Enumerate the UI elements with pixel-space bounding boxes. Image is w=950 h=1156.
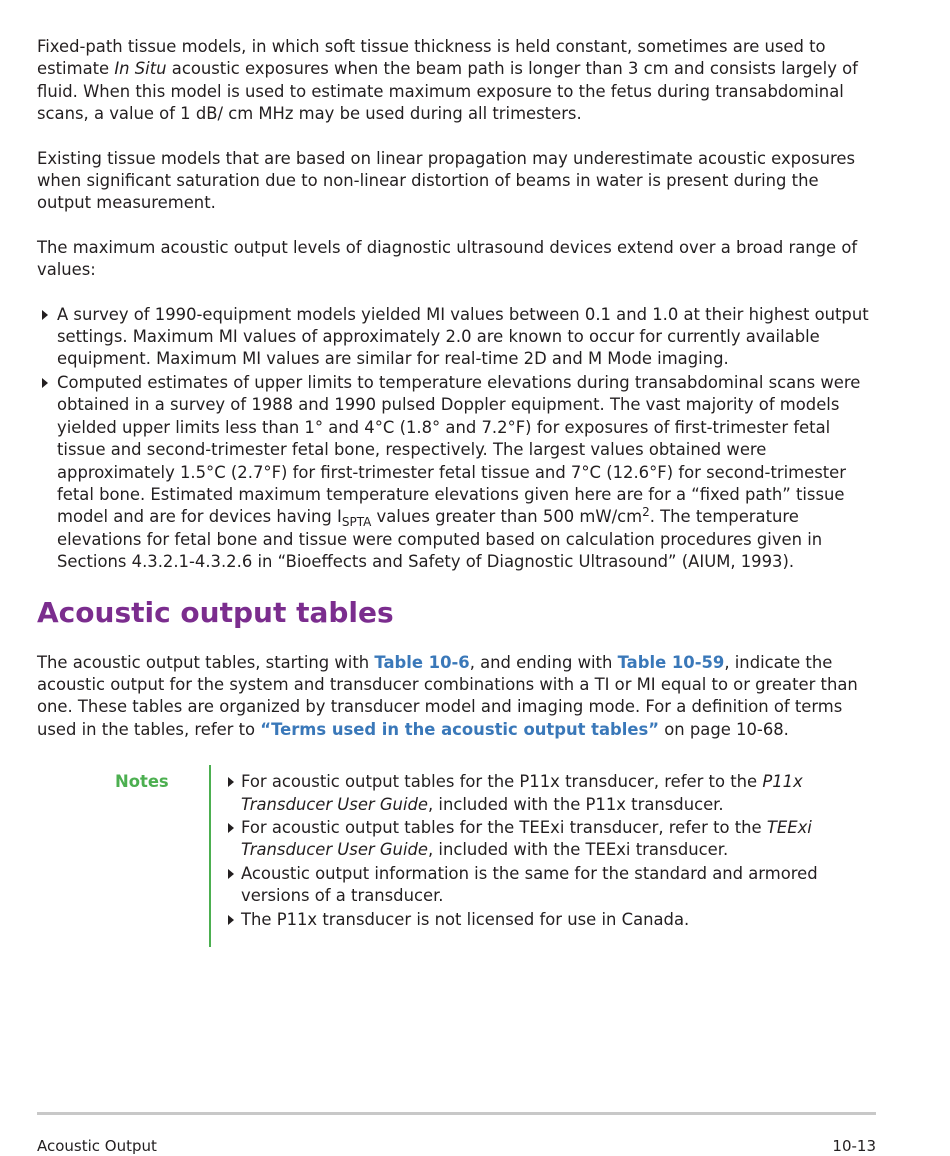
notes-box (37, 765, 877, 947)
bullet-triangle-icon (228, 869, 234, 879)
note-emphasis: TEExi Transducer User Guide (241, 817, 812, 860)
bullet-text: Computed estimates of upper limits to temperature elevations during transabdominal scans were obtained in a survey of 1988 and 1990 pulsed Doppler equipment. The vast majority of models yielded upper limits less than 1° and 4°C (1.8° and 7.2°F) for exposures of first-trimester fetal tissue and second-trimester fetal bone, respectively. The largest values obtained were approximately 1.5°C (2.7°F) for first-trimester fetal tissue and 7°C (12.6°F) for second-trimester fetal bone. Estimated maximum temperature elevations given here are for a “fixed path” tissue model and are for devices having I (57, 372, 861, 527)
bullet-triangle-icon (228, 823, 234, 833)
paragraph-tissue-models: Existing tissue models that are based on linear propagation may underestimate acoustic exposures when significant saturation due to non-linear distortion of beams in water is present during the output measurement. (37, 148, 856, 213)
bullet-text: values greater than 500 mW/cm (371, 507, 643, 527)
note-item (227, 771, 877, 816)
paragraph-tables-intro (37, 652, 877, 742)
bullet-triangle-icon (228, 915, 234, 925)
note-text: For acoustic output tables for the TEExi transducer, refer to the (241, 817, 767, 837)
note-item (227, 817, 877, 862)
paragraph-text: acoustic exposures when the beam path is longer than 3 cm and consists largely of fluid. When this model is used to estimate maximum exposure to the fetus during transabdominal scans, a value of 1 dB/ cm MHz may be used during all trimesters. (37, 59, 858, 124)
section-heading: Acoustic output tables (37, 595, 394, 629)
note-text: The P11x transducer is not licensed for use in Canada. (241, 909, 690, 929)
footer-chapter-title: Acoustic Output (37, 1137, 157, 1155)
bullet-text: A survey of 1990-equipment models yielded MI values between 0.1 and 1.0 at their highest output settings. Maximum MI values of approximately 2.0 are known to occur for currently available equipment. Maximum MI values are similar for real-time 2D and M Mode imaging. (57, 304, 869, 369)
footer-page-number: 10-13 (832, 1137, 876, 1155)
notes-list (227, 771, 877, 932)
paragraph-text: , and ending with (469, 652, 618, 672)
bullet-triangle-icon (228, 777, 234, 787)
bullet-text: . The temperature elevations for fetal bone and tissue were computed based on calculation procedures given in Sections 4.3.2.1-4.3.2.6 in “Bioeffects and Safety of Diagnostic Ultrasound” (AIUM, 1993). (57, 507, 823, 572)
paragraph-fixed-path (37, 36, 877, 126)
link-table-10-59[interactable]: Table 10-59 (617, 652, 725, 672)
subscript-text: SPTA (341, 515, 372, 530)
note-text: , included with the TEExi transducer. (428, 840, 729, 860)
page-content (37, 36, 877, 947)
bullet-item (37, 304, 877, 371)
note-text: For acoustic output tables for the P11x transducer, refer to the (241, 772, 763, 792)
paragraph-emphasis: In Situ (114, 59, 167, 79)
note-item (227, 909, 877, 931)
notes-label: Notes (115, 772, 169, 792)
link-table-10-6[interactable]: Table 10-6 (374, 652, 470, 672)
note-emphasis: P11x Transducer User Guide (241, 772, 803, 814)
bullet-triangle-icon (42, 378, 48, 388)
bullet-list (37, 304, 877, 574)
note-text: Acoustic output information is the same for the standard and armored versions of a transducer. (241, 863, 818, 906)
superscript-text: 2 (642, 505, 650, 520)
note-item (227, 863, 877, 908)
paragraph-max-output: The maximum acoustic output levels of diagnostic ultrasound devices extend over a broad range of values: (37, 237, 858, 280)
paragraph-text: Fixed-path tissue models, in which soft tissue thickness is held constant, sometimes are used to estimate (37, 37, 826, 79)
footer-rule (37, 1112, 876, 1115)
notes-divider (209, 765, 211, 947)
paragraph-text: The acoustic output tables, starting with (37, 652, 375, 672)
bullet-triangle-icon (42, 310, 48, 320)
note-text: , included with the P11x transducer. (428, 794, 724, 814)
link-terms-used[interactable]: “Terms used in the acoustic output tables” (260, 719, 660, 739)
paragraph-text: on page 10-68. (659, 719, 789, 739)
paragraph-text: , indicate the acoustic output for the system and transducer combinations with a TI or MI equal to or greater than one. These tables are organized by transducer model and imaging mode. For a definition of terms used in the tables, refer to (37, 652, 858, 739)
bullet-item (37, 372, 877, 574)
